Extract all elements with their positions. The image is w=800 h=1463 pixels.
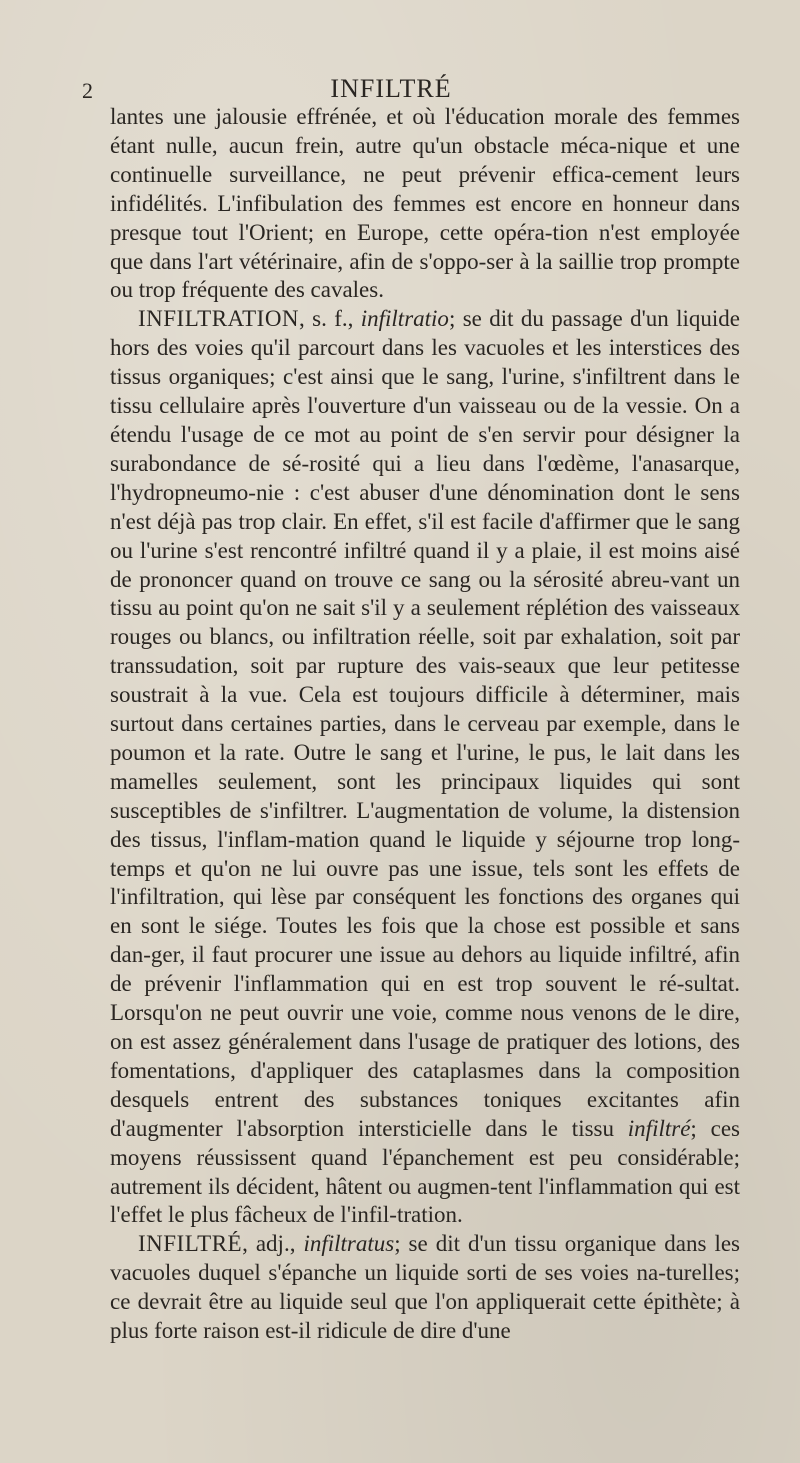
entry-headword: INFILTRATION xyxy=(138,306,300,332)
paragraph-text: lantes une jalousie effrénée, et où l'éducation morale des femmes étant nulle, aucun frein, autre qu'un obstacle méca-nique et une continuelle surveillance, ne peut prévenir effica-cement leurs infidélités. L'infibulation des femmes est encore en honneur dans presque tout l'Orient; en Europe, cette opéra-tion n'est employée que dans l'art vétérinaire, afin de s'oppo-ser à la saillie trop prompte ou trop fréquente des cavales. xyxy=(110,104,740,303)
entry-infiltration xyxy=(110,305,740,1230)
entry-italic-term: infiltré xyxy=(627,1115,691,1141)
entry-text: ; se dit du passage d'un liquide hors des voies qu'il parcourt dans les vacuoles et les interstices des tissus organiques; c'est ainsi que le sang, l'urine, s'infiltrent dans le tissu cellulaire après l'ouverture d'un vaisseau ou de la vessie. On a étendu l'usage de ce mot au point de s'en servir pour désigner la surabondance de sé-rosité qui a lieu dans l'œdème, l'anasarque, l'hydropneumo-nie : c'est abuser d'une dénomination dont le sens n'est déjà pas trop clair. En effet, s'il est facile d'affirmer que le sang ou l'urine s'est rencontré infiltré quand il y a plaie, il est moins aisé de prononcer quand on trouve ce sang ou la sérosité abreu-vant un tissu au point qu'on ne sait s'il y a seulement réplétion des vaisseaux rouges ou blancs, ou infiltration réelle, soit par exhalation, soit par transsudation, soit par rupture des vais-seaux que leur petitesse soustrait à la vue. Cela est toujours difficile à déterminer, mais surtout dans certaines parties, dans le cerveau par exemple, dans le poumon et la rate. Outre le sang et l'urine, le pus, le lait dans les mamelles seulement, sont les principaux liquides qui sont susceptibles de s'infiltrer. L'augmentation de volume, la distension des tissus, l'inflam-mation quand le liquide y séjourne trop long-temps et qu'on ne lui ouvre pas une issue, tels sont les effets de l'infiltration, qui lèse par conséquent les fonctions des organes qui en sont le siége. Toutes les fois que la chose est possible et sans dan-ger, il faut procurer une issue au dehors au liquide infiltré, afin de prévenir l'inflammation qui en est trop souvent le ré-sultat. Lorsqu'on ne peut ouvrir une voie, comme nous venons de le dire, on est assez généralement dans l'usage de pratiquer des lotions, des fomentations, d'appliquer des cataplasmes dans la composition desquels entrent des substances toniques excitantes afin d'augmenter l'absorption intersticielle dans le tissu xyxy=(110,306,740,1141)
entry-text: ; se dit d'un tissu organique dans les vacuoles duquel s'épanche un liquide sorti de ses voies na-turelles; ce devrait être au liquide seul que l'on appliquerait cette épithète; à plus forte raison est-il ridicule de dire d'une xyxy=(110,1231,740,1344)
paragraph-continuation xyxy=(110,103,740,305)
entry-text-after: ; ces moyens réussissent quand l'épanchement est peu considérable; autrement ils décident, hâtent ou augmen-tent l'inflammation qui est l'effet le plus fâcheux de l'infil-tration. xyxy=(110,1115,740,1228)
entry-grammar: , adj., xyxy=(242,1231,304,1257)
running-head: INFILTRÉ xyxy=(330,74,452,103)
body-text xyxy=(110,103,740,1346)
entry-infiltre xyxy=(110,1230,740,1346)
entry-headword: INFILTRÉ xyxy=(138,1231,243,1257)
entry-grammar: , s. f., xyxy=(299,306,361,332)
page-number: 2 xyxy=(82,78,93,103)
entry-latin: infiltratio xyxy=(360,306,449,332)
entry-latin: infiltratus xyxy=(303,1231,395,1257)
